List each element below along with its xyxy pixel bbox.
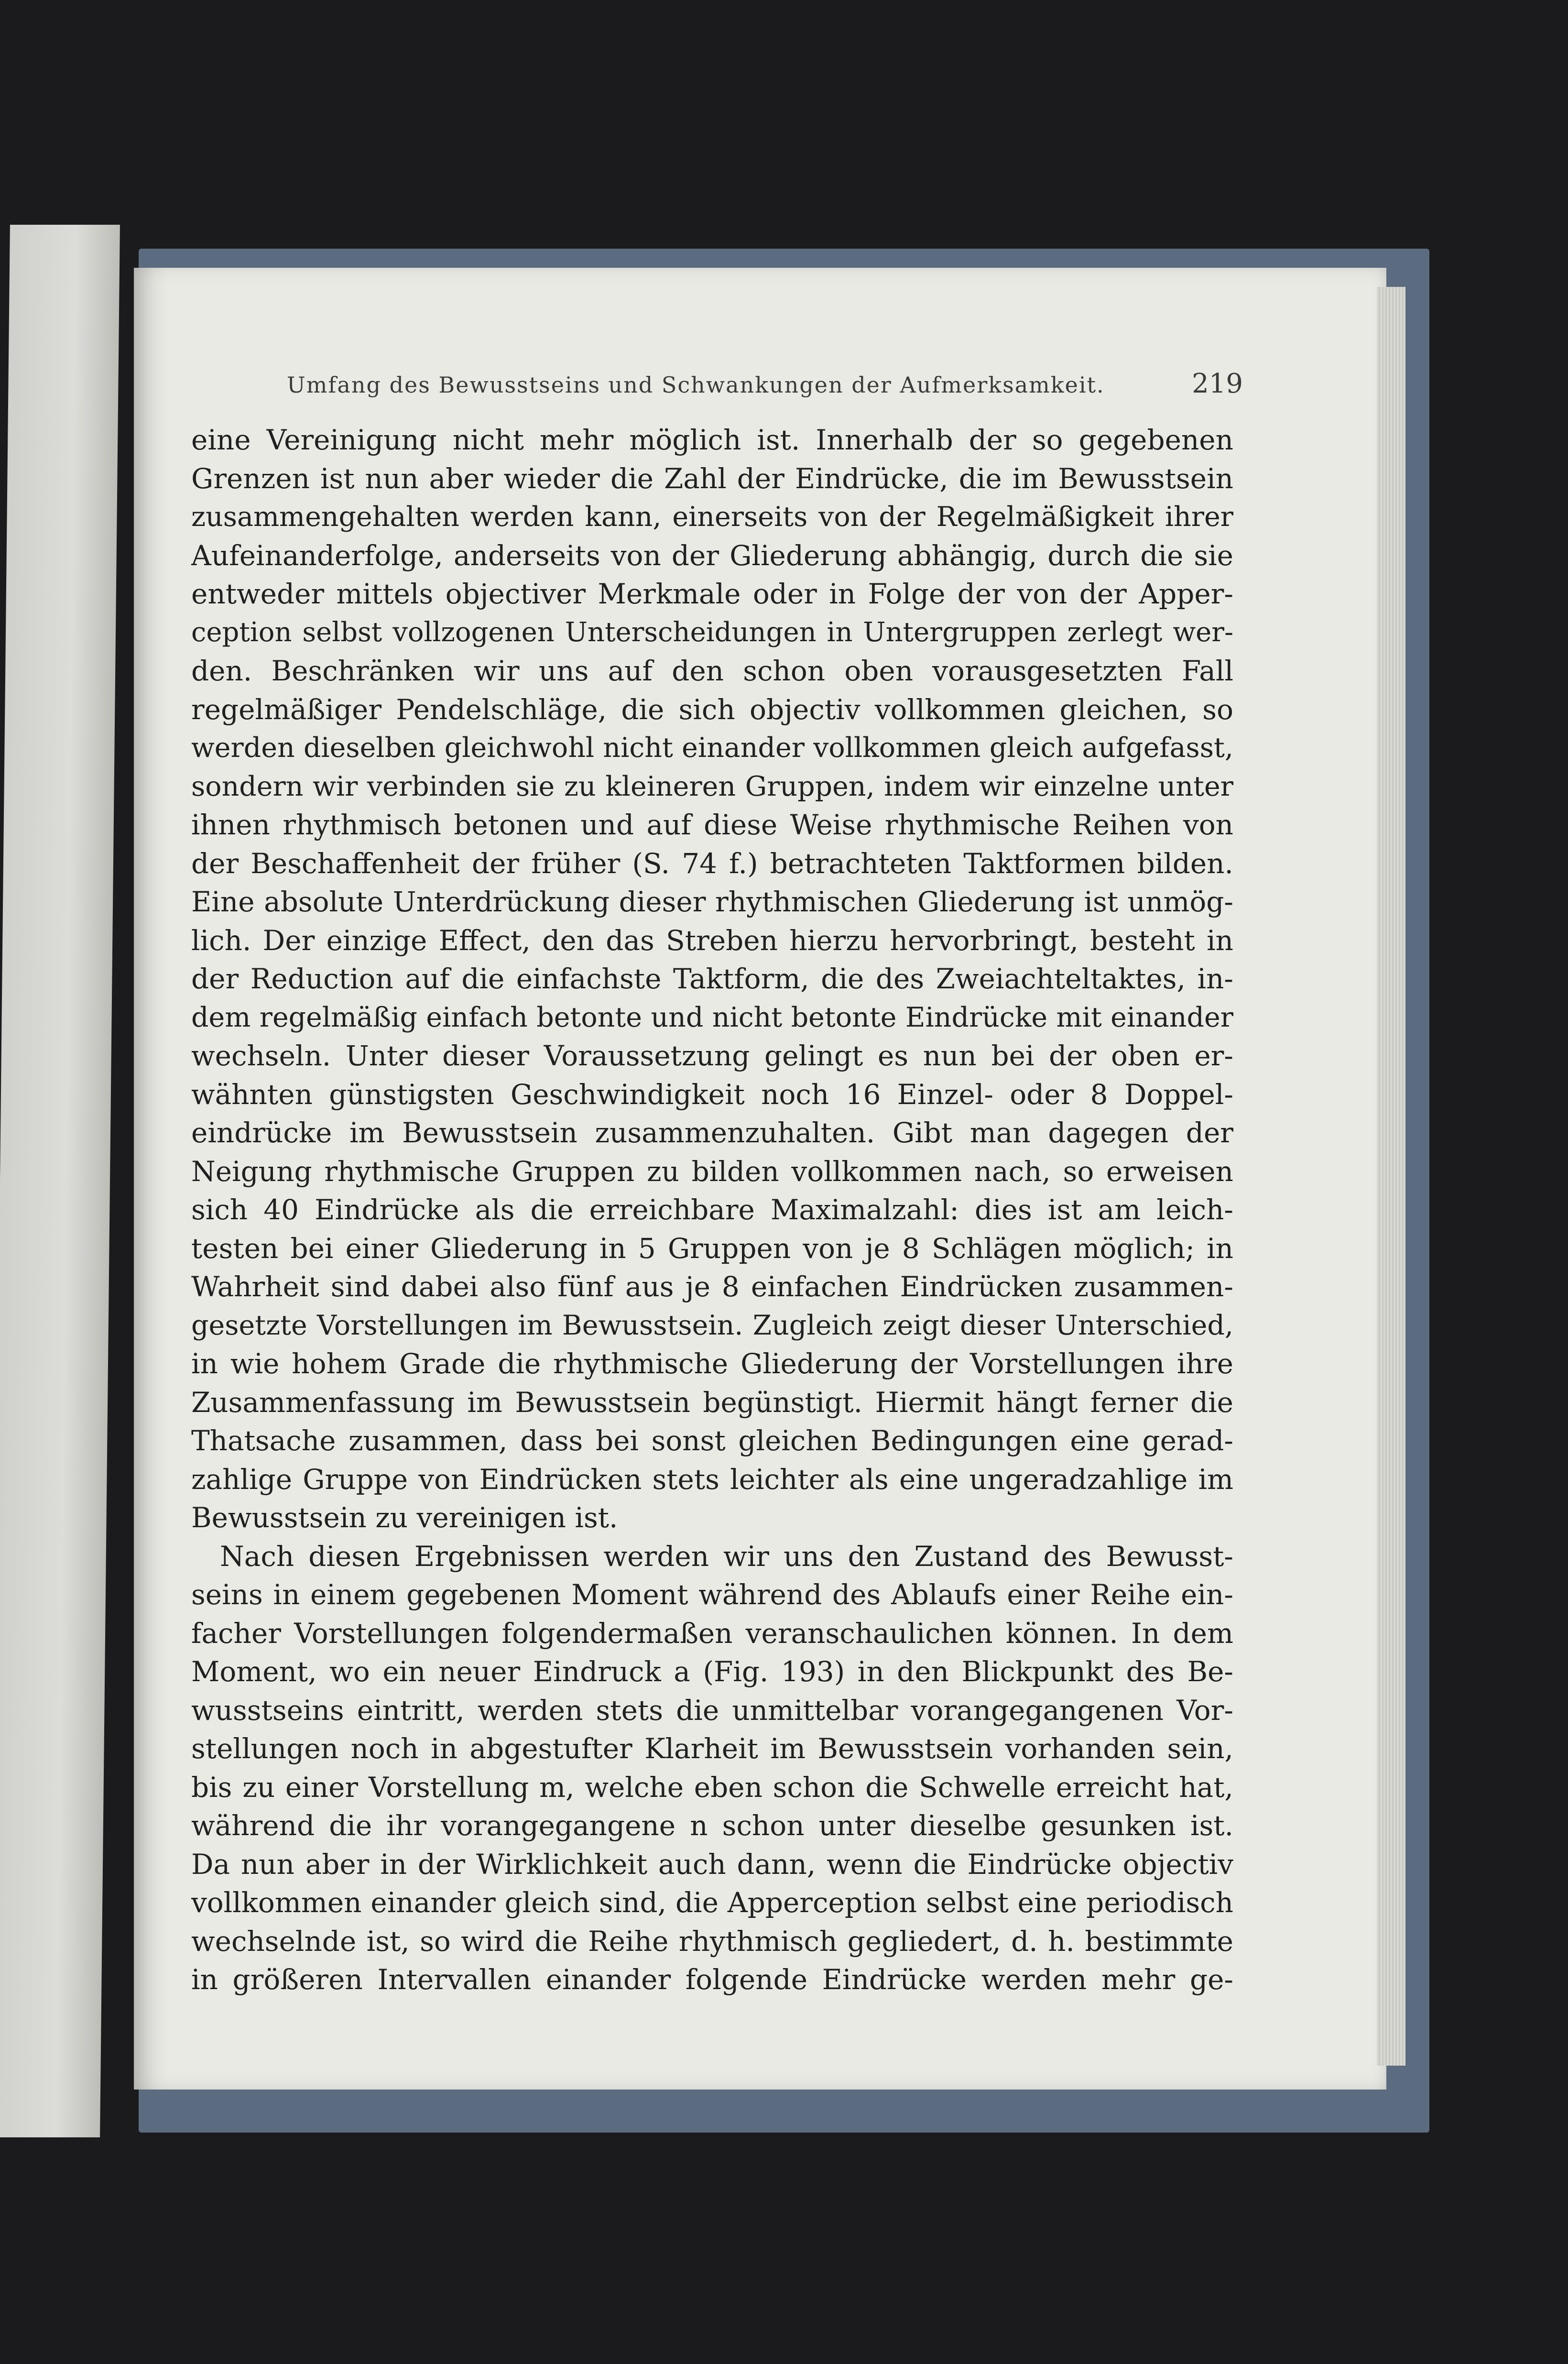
left-facing-page xyxy=(0,225,120,2137)
text-line: zusammengehalten werden kann, einerseits von der Regelmäßigkeit ihrer xyxy=(191,501,1233,533)
text-line: eine Vereinigung nicht mehr möglich ist. Innerhalb der so gegebenen xyxy=(191,424,1233,456)
text-line: Wahrheit sind dabei also fünf aus je 8 einfachen Eindrücken zusammen- xyxy=(191,1270,1233,1303)
text-line: Eine absolute Unterdrückung dieser rhythmischen Gliederung ist unmög- xyxy=(191,886,1233,918)
text-line: werden dieselben gleichwohl nicht einander vollkommen gleich aufgefasst, xyxy=(191,732,1233,764)
body-text xyxy=(191,421,1233,1999)
page-edges xyxy=(1377,287,1405,2066)
text-line: sich 40 Eindrücke als die erreichbare Maximalzahl: dies ist am leich- xyxy=(191,1193,1233,1226)
text-line: ception selbst vollzogenen Unterscheidungen in Untergruppen zerlegt wer- xyxy=(191,616,1233,648)
text-line: Grenzen ist nun aber wieder die Zahl der Eindrücke, die im Bewusstsein xyxy=(191,462,1233,495)
text-line: in größeren Intervallen einander folgende Eindrücke werden mehr ge- xyxy=(191,1963,1233,1996)
text-line: wechseln. Unter dieser Voraussetzung gelingt es nun bei der oben er- xyxy=(191,1040,1233,1072)
text-line: seins in einem gegebenen Moment während des Ablaufs einer Reihe ein- xyxy=(191,1578,1233,1611)
text-line: facher Vorstellungen folgendermaßen veranschaulichen können. In dem xyxy=(191,1617,1233,1650)
text-line: testen bei einer Gliederung in 5 Gruppen von je 8 Schlägen möglich; in xyxy=(191,1232,1233,1265)
text-line: stellungen noch in abgestufter Klarheit im Bewusstsein vorhanden sein, xyxy=(191,1732,1233,1765)
text-line: vollkommen einander gleich sind, die Apperception selbst eine periodisch xyxy=(191,1886,1233,1919)
text-line: zahlige Gruppe von Eindrücken stets leichter als eine ungeradzahlige im xyxy=(191,1463,1233,1496)
page-header xyxy=(287,368,1243,399)
text-line: bis zu einer Vorstellung m, welche eben schon die Schwelle erreicht hat, xyxy=(191,1771,1233,1804)
text-line: wusstseins eintritt, werden stets die unmittelbar vorangegangenen Vor- xyxy=(191,1694,1233,1727)
text-line: Moment, wo ein neuer Eindruck a (Fig. 193) in den Blickpunkt des Be- xyxy=(191,1655,1233,1688)
text-line: in wie hohem Grade die rhythmische Gliederung der Vorstellungen ihre xyxy=(191,1347,1233,1380)
text-line: Nach diesen Ergebnissen werden wir uns den Zustand des Bewusst- xyxy=(220,1540,1233,1573)
running-title: Umfang des Bewusstseins und Schwankungen der Aufmerksamkeit. xyxy=(287,372,1105,398)
text-line: Da nun aber in der Wirklichkeit auch dann, wenn die Eindrücke objectiv xyxy=(191,1848,1233,1881)
text-line: den. Beschränken wir uns auf den schon oben vorausgesetzten Fall xyxy=(191,655,1233,687)
page-number: 219 xyxy=(1192,368,1243,399)
text-line: Neigung rhythmische Gruppen zu bilden vollkommen nach, so erweisen xyxy=(191,1155,1233,1188)
text-line: eindrücke im Bewusstsein zusammenzuhalten. Gibt man dagegen der xyxy=(191,1116,1233,1149)
text-line: dem regelmäßig einfach betonte und nicht betonte Eindrücke mit einander xyxy=(191,1001,1233,1033)
text-line: lich. Der einzige Effect, den das Streben hierzu hervorbringt, besteht in xyxy=(191,924,1233,957)
text-line: der Reduction auf die einfachste Taktform, die des Zweiachteltaktes, in- xyxy=(191,963,1233,995)
text-line: entweder mittels objectiver Merkmale oder in Folge der von der Apper- xyxy=(191,578,1233,610)
text-line: wähnten günstigsten Geschwindigkeit noch 16 Einzel- oder 8 Doppel- xyxy=(191,1078,1233,1111)
text-line: regelmäßiger Pendelschläge, die sich objectiv vollkommen gleichen, so xyxy=(191,693,1233,726)
text-line: ihnen rhythmisch betonen und auf diese Weise rhythmische Reihen von xyxy=(191,809,1233,841)
text-line: sondern wir verbinden sie zu kleineren Gruppen, indem wir einzelne unter xyxy=(191,770,1233,802)
text-line: Zusammenfassung im Bewusstsein begünstigt. Hiermit hängt ferner die xyxy=(191,1386,1233,1419)
text-line: Thatsache zusammen, dass bei sonst gleichen Bedingungen eine gerad- xyxy=(191,1424,1233,1457)
text-line: Bewusstsein zu vereinigen ist. xyxy=(191,1501,618,1534)
text-line: gesetzte Vorstellungen im Bewusstsein. Zugleich zeigt dieser Unterschied, xyxy=(191,1309,1233,1341)
text-line: wechselnde ist, so wird die Reihe rhythmisch gegliedert, d. h. bestimmte xyxy=(191,1925,1233,1958)
text-line: während die ihr vorangegangene n schon unter dieselbe gesunken ist. xyxy=(191,1809,1233,1842)
text-line: der Beschaffenheit der früher (S. 74 f.) betrachteten Taktformen bilden. xyxy=(191,847,1233,880)
text-line: Aufeinanderfolge, anderseits von der Gliederung abhängig, durch die sie xyxy=(191,539,1233,572)
